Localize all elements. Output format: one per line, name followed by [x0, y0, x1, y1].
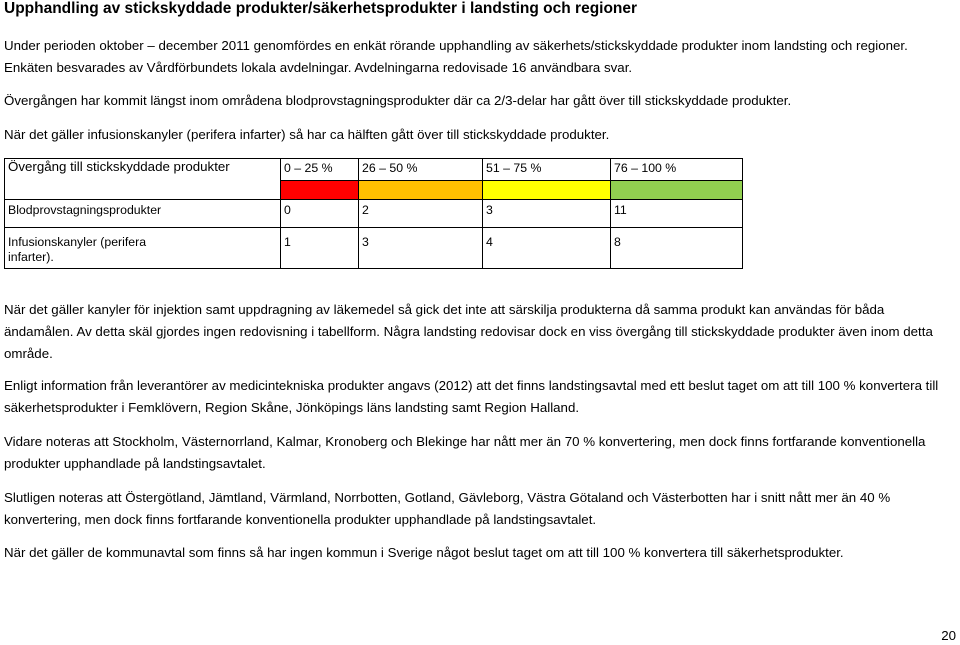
conversion-40-paragraph: Slutligen noteras att Östergötland, Jämtland, Värmland, Norrbotten, Gotland, Gävleborg, Västra Götaland och Västerbotten har i snitt nått mer än 40 % konvertering, men dock finns fortfarande konventionella produkter upphandlade på landstingsavtalet. — [4, 490, 891, 527]
table-cell: 1 — [281, 228, 359, 269]
range-header: 26 – 50 % — [359, 159, 483, 181]
municipal-paragraph: När det gäller de kommunavtal som finns så har ingen kommun i Sverige något beslut taget om att till 100 % konvertera till säkerhetsprodukter. — [4, 545, 844, 560]
table-cell: 3 — [359, 228, 483, 269]
suppliers-paragraph: Enligt information från leverantörer av medicintekniska produkter angavs (2012) att det finns landstingsavtal med ett beslut taget om att till 100 % konvertera till säkerhetsprodukter i Femklövern, Region Skåne, Jönköpings läns landsting samt Region Halland. — [4, 378, 939, 415]
range-header: 76 – 100 % — [611, 159, 743, 181]
table-row — [5, 228, 743, 269]
range-color-swatch — [611, 181, 743, 200]
table-header-label: Övergång till stickskyddade produkter — [5, 159, 281, 200]
table-cell: 3 — [483, 200, 611, 228]
table-header-row — [5, 159, 743, 181]
intro-paragraph: Under perioden oktober – december 2011 genomfördes en enkät rörande upphandling av säkerhets/stickskyddade produkter inom landsting och regioner. Enkäten besvarades av Vårdförbundets lokala avdelningar. Avdelningarna redovisade 16 användbara svar. — [4, 38, 908, 75]
row-label: Blodprovstagningsprodukter — [5, 200, 281, 228]
table-cell: 11 — [611, 200, 743, 228]
table-cell: 8 — [611, 228, 743, 269]
range-color-swatch — [281, 181, 359, 200]
table-cell: 0 — [281, 200, 359, 228]
table-cell: 4 — [483, 228, 611, 269]
table-cell: 2 — [359, 200, 483, 228]
range-header: 51 – 75 % — [483, 159, 611, 181]
blood-sampling-paragraph: Övergången har kommit längst inom områdena blodprovstagningsprodukter där ca 2/3-delar har gått över till stickskyddade produkter. — [4, 93, 792, 108]
range-color-swatch — [483, 181, 611, 200]
page-number: 20 — [941, 628, 956, 643]
range-header: 0 – 25 % — [281, 159, 359, 181]
injection-paragraph: När det gäller kanyler för injektion samt uppdragning av läkemedel så gick det inte att särskilja produkterna då samma produkt kan användas för båda ändamålen. Av detta skäl gjordes ingen redovisning i tabellform. Några landsting redovisar dock en viss övergång till stickskyddade produkter även inom detta område. — [4, 302, 933, 361]
infusion-paragraph: När det gäller infusionskanyler (perifera infarter) så har ca hälften gått över till stickskyddade produkter. — [4, 127, 610, 142]
table-row — [5, 200, 743, 228]
conversion-table — [4, 158, 743, 269]
row-label: Infusionskanyler (perifera infarter). — [5, 228, 281, 269]
document-title: Upphandling av stickskyddade produkter/säkerhetsprodukter i landsting och regioner — [4, 0, 638, 17]
range-color-swatch — [359, 181, 483, 200]
conversion-70-paragraph: Vidare noteras att Stockholm, Västernorrland, Kalmar, Kronoberg och Blekinge har nått mer än 70 % konvertering, men dock finns fortfarande konventionella produkter upphandlade på landstingsavtalet. — [4, 434, 926, 471]
